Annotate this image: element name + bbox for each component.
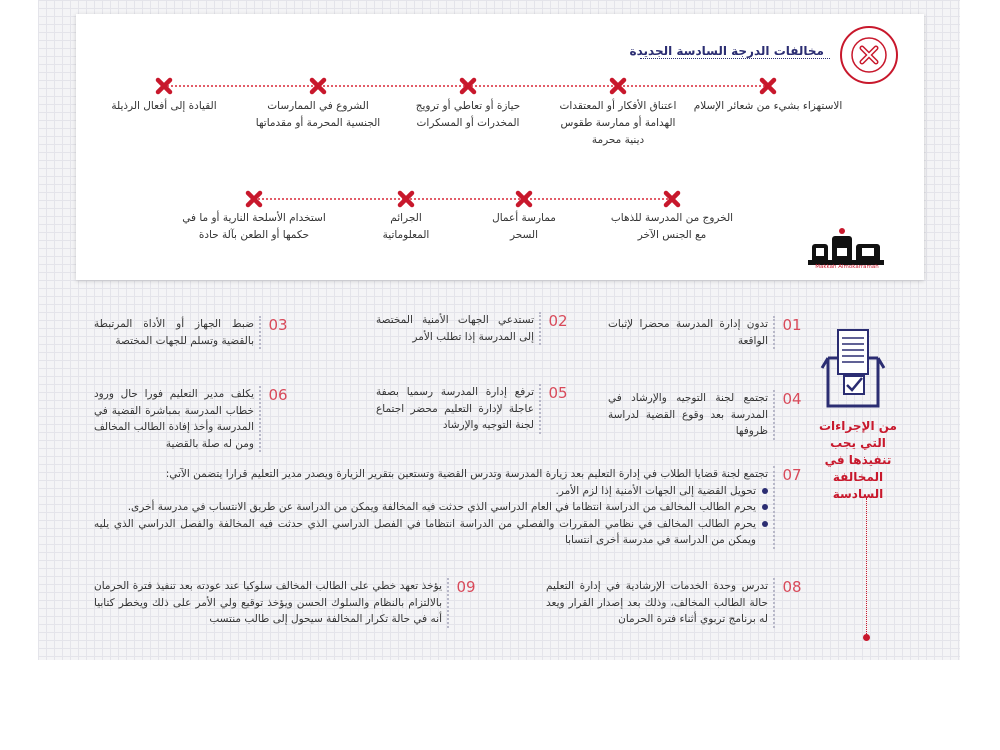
violations-x-emblem [840, 26, 898, 84]
violation-marker [758, 76, 778, 96]
violation-marker [244, 189, 264, 209]
violation-item: استخدام الأسلحة النارية أو ما في حكمها أو الطعن بآلة حادة [182, 212, 326, 241]
x-mark-icon [663, 190, 681, 208]
procedure-step [94, 386, 290, 452]
step-number: 08 [782, 578, 802, 596]
violation-marker [608, 76, 628, 96]
procedure-step [376, 312, 570, 345]
step-divider [259, 386, 261, 452]
x-mark-icon [245, 190, 263, 208]
violation-item: الخروج من المدرسة للذهاب مع الجنس الآخر [610, 212, 734, 241]
x-mark-icon [155, 77, 173, 95]
violation-item: اعتناق الأفكار أو المعتقدات الهدامة أو ممارسة طقوس دينية محرمة [559, 100, 677, 146]
step-divider [773, 316, 775, 349]
procedure-step [608, 316, 804, 349]
step-text: تجتمع لجنة التوجيه والإرشاد في المدرسة بعد وقوع القضية لدراسة ظروفها [608, 392, 768, 437]
step-text: تدرس وحدة الخدمات الإرشادية في إدارة التعليم حالة الطالب المخالف، وذلك بعد إصدار القرار ويعد له برنامج تربوي أثناء فترة الحرمان [546, 580, 768, 625]
violation-item: حيازة أو تعاطي أو ترويج المخدرات أو المسكرات [415, 100, 521, 129]
procedure-step [376, 384, 570, 434]
step-intro: تجتمع لجنة قضايا الطلاب في إدارة التعليم بعد زيارة المدرسة وتدرس القضية وتستعين بتقرير الزيارة ويصدر مدير التعليم قرارا يتضمن الآتي: [165, 468, 768, 480]
violation-marker [662, 189, 682, 209]
step-text-block [94, 466, 768, 549]
procedure-step [94, 316, 290, 349]
step-number: 01 [782, 316, 802, 334]
step-number: 04 [782, 390, 802, 408]
cross-circle-icon [850, 36, 888, 74]
x-mark-icon [397, 190, 415, 208]
step-divider [447, 578, 449, 628]
x-mark-icon [459, 77, 477, 95]
procedure-step [546, 578, 804, 628]
violation-marker [458, 76, 478, 96]
procedures-connector [866, 498, 867, 636]
step-divider [259, 316, 261, 349]
step-divider [773, 390, 775, 440]
step-divider [773, 466, 775, 549]
step-number: 07 [782, 466, 802, 484]
step-number: 03 [268, 316, 288, 334]
procedures-end-dot [863, 634, 870, 641]
step-text: ضبط الجهاز أو الأداة المرتبطة بالقضية وتسلم للجهات المختصة [94, 318, 254, 347]
x-mark-icon [759, 77, 777, 95]
step-text: ترفع إدارة المدرسة رسميا بصفة عاجلة لإدارة التعليم محضر اجتماع لجنة التوجيه والإرشاد [376, 386, 534, 431]
step-text: يكلف مدير التعليم فورا حال ورود خطاب المدرسة بمباشرة القضية في المدرسة وأخذ إفادة الطالب المخالف ومن له صلة بالقضية [94, 388, 254, 450]
violation-marker [396, 189, 416, 209]
x-mark-icon [309, 77, 327, 95]
violation-item: ممارسة أعمال السحر [492, 212, 556, 241]
step-bullet-list [94, 483, 768, 549]
violation-marker [514, 189, 534, 209]
violation-item: القيادة إلى أفعال الرذيلة [111, 100, 217, 112]
step-text: تستدعي الجهات الأمنية المختصة إلى المدرسة إذا تطلب الأمر [376, 314, 534, 343]
violation-marker [308, 76, 328, 96]
step-divider [773, 578, 775, 628]
bullet-item: يحرم الطالب المخالف من الدراسة انتظاما في العام الدراسي الذي حدثت فيه المخالفة ويمكن من الدراسة عن طريق الانتساب في مدرسة أخرى. [94, 499, 768, 516]
step-text: يؤخذ تعهد خطي على الطالب المخالف سلوكيا عند عودته بعد تنفيذ فترة الحرمان بالالتزام بالنظام والسلوك الحسن ويؤخذ توقيع ولي الأمر على ذلك ويخطر كتابيا أنه في حالة تكرار المخالفة سيحول إلى طالب منتسب [94, 580, 442, 625]
bullet-item: يحرم الطالب المخالف في نظامي المقررات والفصلي من الدراسة انتظاما في الفصل الدراسي الذي حدثت فيه المخالفة والفصل الدراسي الذي يليه ويمكن من الدراسة في مدرسة أخرى انتسابا [94, 516, 768, 549]
violation-item: الاستهزاء بشيء من شعائر الإسلام [693, 100, 843, 112]
violation-marker [154, 76, 174, 96]
step-number: 02 [548, 312, 568, 330]
x-mark-icon [515, 190, 533, 208]
violations-row2-connector [254, 198, 672, 200]
procedure-step [94, 466, 804, 549]
step-divider [539, 312, 541, 345]
step-number: 06 [268, 386, 288, 404]
bullet-item: تحويل القضية إلى الجهات الأمنية إذا لزم الأمر. [94, 483, 768, 500]
procedure-step [94, 578, 478, 628]
step-number: 09 [456, 578, 476, 596]
step-text: تدون إدارة المدرسة محضرا لإثبات الواقعة [608, 318, 768, 347]
logo-subtitle: Makkah Almokarramah [815, 264, 879, 270]
checklist-box-icon [820, 328, 886, 412]
violation-item: الجرائم المعلوماتية [382, 212, 430, 241]
violations-title: مخالفات الدرجة السادسة الجديدة [629, 44, 824, 58]
procedures-title: من الإجراءات التي يجب تنفيذها في المخالفة السادسة [819, 419, 897, 501]
step-number: 05 [548, 384, 568, 402]
title-divider [640, 58, 830, 59]
violation-item: الشروع في الممارسات الجنسية المحرمة أو مقدماتها [255, 100, 381, 129]
procedure-step [608, 390, 804, 440]
step-divider [539, 384, 541, 434]
x-mark-icon [609, 77, 627, 95]
